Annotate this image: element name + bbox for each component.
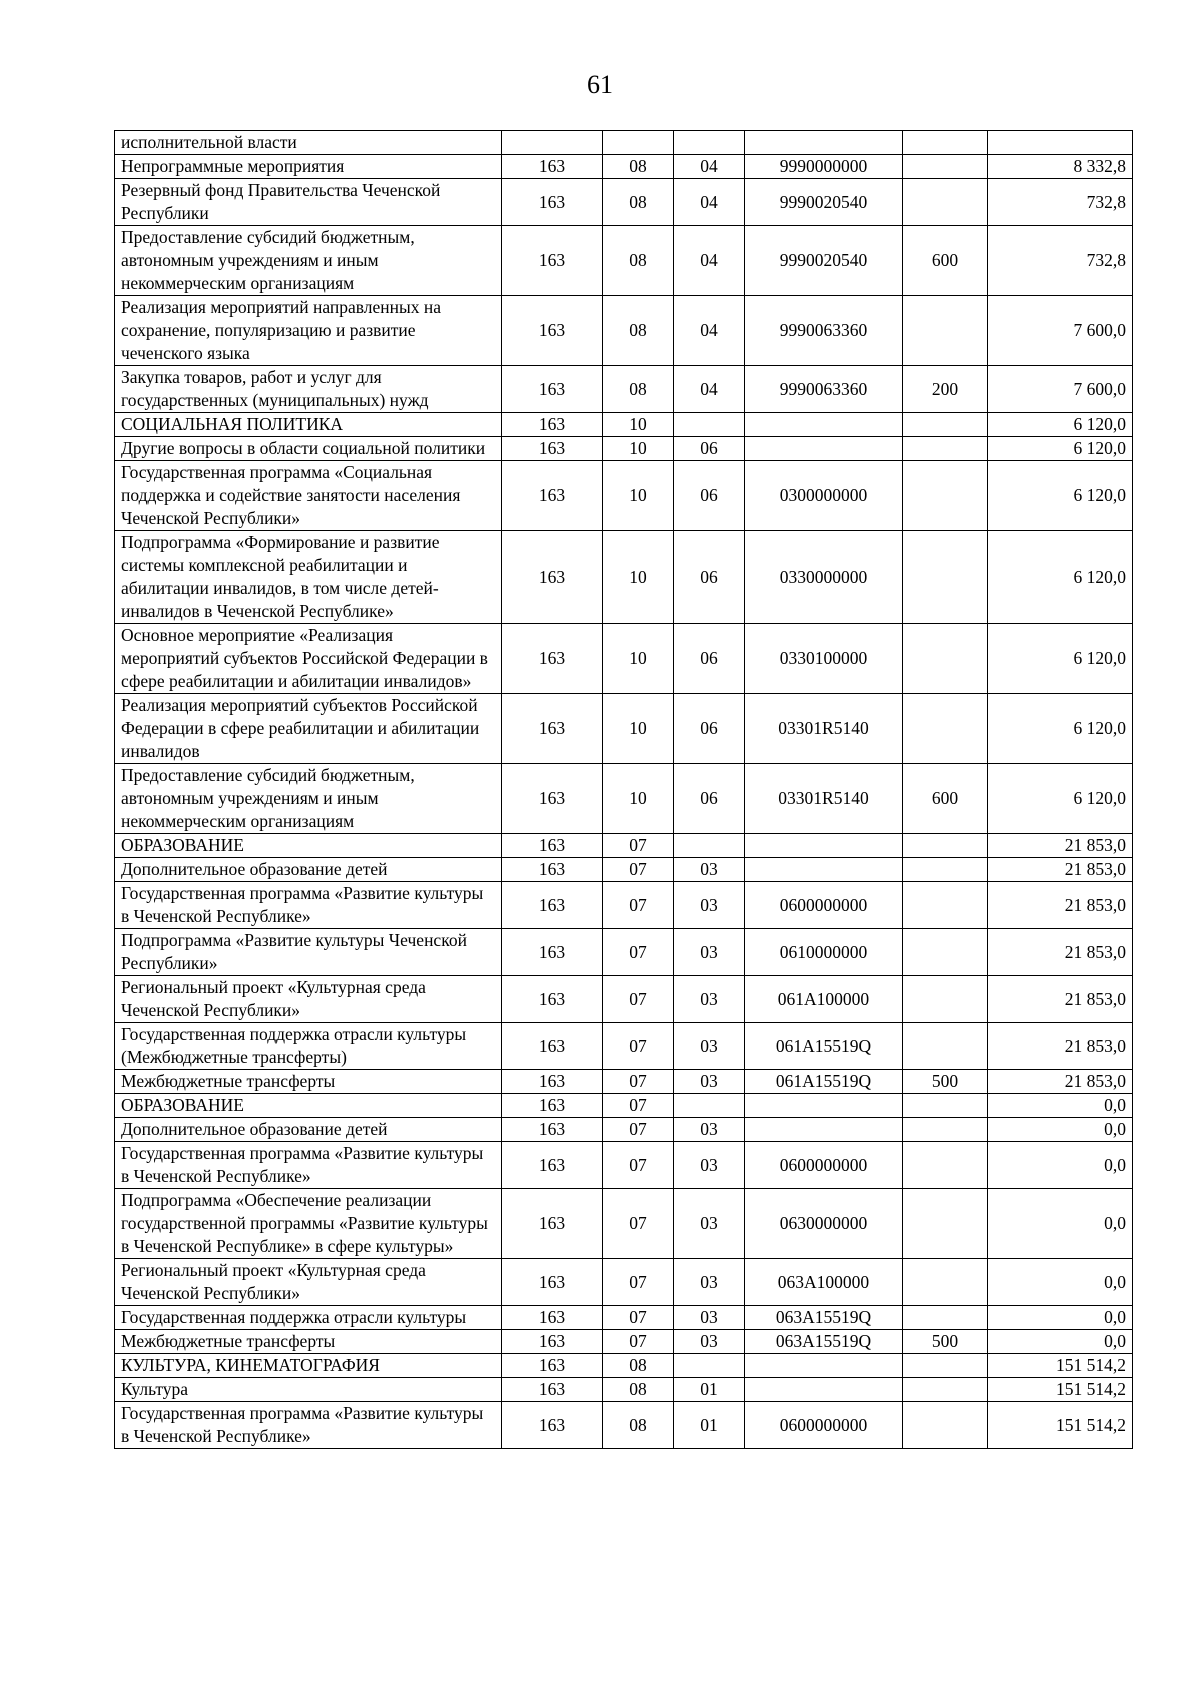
budget-table	[114, 130, 1133, 1449]
row-admin-code-cell: 163	[502, 461, 603, 531]
row-target-article-cell	[745, 858, 903, 882]
row-admin-code-cell: 163	[502, 1330, 603, 1354]
row-subsection-cell: 03	[674, 1306, 745, 1330]
row-target-article-cell	[745, 437, 903, 461]
row-section-cell: 10	[603, 413, 674, 437]
row-target-article-cell: 9990000000	[745, 155, 903, 179]
row-admin-code-cell: 163	[502, 296, 603, 366]
table-row	[115, 764, 1133, 834]
row-target-article-cell: 061A15519Q	[745, 1023, 903, 1070]
row-expense-type-cell	[903, 1402, 988, 1449]
row-subsection-cell: 06	[674, 624, 745, 694]
row-amount-cell: 7 600,0	[988, 366, 1133, 413]
table-row	[115, 1070, 1133, 1094]
row-subsection-cell: 03	[674, 858, 745, 882]
row-target-article-cell: 0600000000	[745, 1402, 903, 1449]
row-admin-code-cell: 163	[502, 1142, 603, 1189]
row-name-cell: Подпрограмма «Формирование и развитие системы комплексной реабилитации и абилитации инвалидов, в том числе детей-инвалидов в Чеченской Республике»	[115, 531, 502, 624]
row-subsection-cell: 04	[674, 296, 745, 366]
row-subsection-cell: 06	[674, 694, 745, 764]
row-admin-code-cell: 163	[502, 413, 603, 437]
row-subsection-cell: 06	[674, 437, 745, 461]
table-row	[115, 1330, 1133, 1354]
row-name-cell: Региональный проект «Культурная среда Чеченской Республики»	[115, 976, 502, 1023]
row-expense-type-cell: 600	[903, 226, 988, 296]
row-amount-cell: 21 853,0	[988, 1070, 1133, 1094]
row-target-article-cell: 9990063360	[745, 296, 903, 366]
row-name-cell: Культура	[115, 1378, 502, 1402]
row-admin-code-cell: 163	[502, 882, 603, 929]
row-expense-type-cell	[903, 976, 988, 1023]
table-row	[115, 1023, 1133, 1070]
row-admin-code-cell: 163	[502, 858, 603, 882]
table-row	[115, 437, 1133, 461]
row-amount-cell: 21 853,0	[988, 882, 1133, 929]
row-admin-code-cell: 163	[502, 1023, 603, 1070]
row-subsection-cell: 03	[674, 1189, 745, 1259]
row-expense-type-cell	[903, 1306, 988, 1330]
row-target-article-cell: 0600000000	[745, 1142, 903, 1189]
row-subsection-cell	[674, 1094, 745, 1118]
table-row	[115, 976, 1133, 1023]
row-expense-type-cell	[903, 437, 988, 461]
row-target-article-cell: 0330000000	[745, 531, 903, 624]
table-row	[115, 1378, 1133, 1402]
row-expense-type-cell	[903, 413, 988, 437]
row-expense-type-cell	[903, 1259, 988, 1306]
page-number: 61	[587, 70, 613, 99]
row-admin-code-cell	[502, 131, 603, 155]
row-target-article-cell: 9990063360	[745, 366, 903, 413]
row-target-article-cell	[745, 1094, 903, 1118]
row-section-cell: 10	[603, 694, 674, 764]
table-row	[115, 1354, 1133, 1378]
row-section-cell: 10	[603, 624, 674, 694]
row-subsection-cell: 01	[674, 1378, 745, 1402]
row-amount-cell: 151 514,2	[988, 1378, 1133, 1402]
table-row	[115, 1142, 1133, 1189]
row-subsection-cell	[674, 834, 745, 858]
row-subsection-cell: 04	[674, 179, 745, 226]
row-subsection-cell	[674, 131, 745, 155]
row-name-cell: Дополнительное образование детей	[115, 858, 502, 882]
row-admin-code-cell: 163	[502, 1402, 603, 1449]
row-target-article-cell: 0630000000	[745, 1189, 903, 1259]
row-section-cell: 07	[603, 1023, 674, 1070]
table-row	[115, 1402, 1133, 1449]
row-amount-cell: 21 853,0	[988, 929, 1133, 976]
row-target-article-cell: 9990020540	[745, 179, 903, 226]
table-row	[115, 179, 1133, 226]
row-amount-cell: 0,0	[988, 1094, 1133, 1118]
row-amount-cell: 0,0	[988, 1189, 1133, 1259]
row-name-cell: Предоставление субсидий бюджетным, автономным учреждениям и иным некоммерческим организациям	[115, 764, 502, 834]
row-target-article-cell	[745, 1378, 903, 1402]
row-subsection-cell: 03	[674, 882, 745, 929]
table-row	[115, 1259, 1133, 1306]
row-admin-code-cell: 163	[502, 1118, 603, 1142]
budget-table-body	[115, 131, 1133, 1449]
row-expense-type-cell	[903, 1023, 988, 1070]
row-target-article-cell: 03301R5140	[745, 694, 903, 764]
row-expense-type-cell: 500	[903, 1330, 988, 1354]
row-amount-cell: 21 853,0	[988, 834, 1133, 858]
row-subsection-cell: 04	[674, 366, 745, 413]
row-section-cell: 10	[603, 461, 674, 531]
row-expense-type-cell	[903, 461, 988, 531]
row-section-cell: 07	[603, 1330, 674, 1354]
row-target-article-cell: 03301R5140	[745, 764, 903, 834]
row-expense-type-cell: 200	[903, 366, 988, 413]
row-name-cell: Дополнительное образование детей	[115, 1118, 502, 1142]
row-amount-cell: 151 514,2	[988, 1354, 1133, 1378]
row-amount-cell: 732,8	[988, 226, 1133, 296]
row-name-cell: ОБРАЗОВАНИЕ	[115, 834, 502, 858]
row-name-cell: КУЛЬТУРА, КИНЕМАТОГРАФИЯ	[115, 1354, 502, 1378]
row-subsection-cell: 03	[674, 929, 745, 976]
row-name-cell: Реализация мероприятий направленных на сохранение, популяризацию и развитие чеченского языка	[115, 296, 502, 366]
row-admin-code-cell: 163	[502, 1070, 603, 1094]
row-subsection-cell: 03	[674, 1023, 745, 1070]
row-section-cell: 07	[603, 1189, 674, 1259]
row-admin-code-cell: 163	[502, 929, 603, 976]
row-amount-cell: 6 120,0	[988, 764, 1133, 834]
table-row	[115, 461, 1133, 531]
row-target-article-cell: 061A100000	[745, 976, 903, 1023]
row-subsection-cell	[674, 1354, 745, 1378]
row-amount-cell: 151 514,2	[988, 1402, 1133, 1449]
row-section-cell: 07	[603, 882, 674, 929]
row-section-cell: 08	[603, 1402, 674, 1449]
row-name-cell: Подпрограмма «Развитие культуры Чеченской Республики»	[115, 929, 502, 976]
row-amount-cell: 21 853,0	[988, 858, 1133, 882]
row-amount-cell: 6 120,0	[988, 461, 1133, 531]
row-expense-type-cell	[903, 1189, 988, 1259]
row-name-cell: Резервный фонд Правительства Чеченской Республики	[115, 179, 502, 226]
row-target-article-cell: 061A15519Q	[745, 1070, 903, 1094]
table-row	[115, 131, 1133, 155]
row-expense-type-cell	[903, 858, 988, 882]
row-amount-cell: 8 332,8	[988, 155, 1133, 179]
row-admin-code-cell: 163	[502, 226, 603, 296]
row-admin-code-cell: 163	[502, 437, 603, 461]
row-expense-type-cell	[903, 531, 988, 624]
table-row	[115, 624, 1133, 694]
row-amount-cell: 6 120,0	[988, 624, 1133, 694]
row-subsection-cell: 04	[674, 226, 745, 296]
row-expense-type-cell	[903, 179, 988, 226]
row-expense-type-cell	[903, 834, 988, 858]
table-row	[115, 882, 1133, 929]
row-name-cell: Подпрограмма «Обеспечение реализации государственной программы «Развитие культуры в Чеченской Республике» в сфере культуры»	[115, 1189, 502, 1259]
row-expense-type-cell	[903, 1354, 988, 1378]
row-section-cell: 08	[603, 1378, 674, 1402]
row-subsection-cell: 03	[674, 976, 745, 1023]
row-target-article-cell	[745, 1354, 903, 1378]
row-expense-type-cell	[903, 929, 988, 976]
table-row	[115, 1306, 1133, 1330]
table-row	[115, 1189, 1133, 1259]
row-name-cell: СОЦИАЛЬНАЯ ПОЛИТИКА	[115, 413, 502, 437]
row-name-cell: Государственная программа «Развитие культуры в Чеченской Республике»	[115, 1142, 502, 1189]
row-expense-type-cell	[903, 296, 988, 366]
row-admin-code-cell: 163	[502, 976, 603, 1023]
row-section-cell: 10	[603, 531, 674, 624]
table-row	[115, 413, 1133, 437]
row-amount-cell: 6 120,0	[988, 413, 1133, 437]
row-target-article-cell	[745, 834, 903, 858]
row-subsection-cell: 06	[674, 531, 745, 624]
row-name-cell: Непрограммные мероприятия	[115, 155, 502, 179]
row-subsection-cell: 03	[674, 1142, 745, 1189]
row-section-cell: 07	[603, 834, 674, 858]
row-amount-cell: 6 120,0	[988, 437, 1133, 461]
row-amount-cell: 6 120,0	[988, 531, 1133, 624]
row-admin-code-cell: 163	[502, 834, 603, 858]
row-name-cell: Другие вопросы в области социальной политики	[115, 437, 502, 461]
row-name-cell: ОБРАЗОВАНИЕ	[115, 1094, 502, 1118]
row-admin-code-cell: 163	[502, 1189, 603, 1259]
row-admin-code-cell: 163	[502, 764, 603, 834]
table-row	[115, 929, 1133, 976]
row-section-cell: 08	[603, 1354, 674, 1378]
row-amount-cell	[988, 131, 1133, 155]
row-subsection-cell: 03	[674, 1070, 745, 1094]
table-row	[115, 531, 1133, 624]
row-expense-type-cell	[903, 1378, 988, 1402]
row-section-cell: 08	[603, 226, 674, 296]
table-row	[115, 296, 1133, 366]
table-row	[115, 226, 1133, 296]
row-expense-type-cell: 500	[903, 1070, 988, 1094]
row-section-cell: 07	[603, 1070, 674, 1094]
row-admin-code-cell: 163	[502, 1259, 603, 1306]
row-name-cell: Государственная поддержка отрасли культуры	[115, 1306, 502, 1330]
row-section-cell: 07	[603, 1118, 674, 1142]
row-subsection-cell: 06	[674, 461, 745, 531]
row-target-article-cell: 0600000000	[745, 882, 903, 929]
row-name-cell: Предоставление субсидий бюджетным, автономным учреждениям и иным некоммерческим организациям	[115, 226, 502, 296]
row-section-cell: 08	[603, 366, 674, 413]
row-section-cell: 07	[603, 1094, 674, 1118]
row-subsection-cell: 06	[674, 764, 745, 834]
row-amount-cell: 0,0	[988, 1330, 1133, 1354]
row-target-article-cell	[745, 131, 903, 155]
row-amount-cell: 0,0	[988, 1306, 1133, 1330]
row-target-article-cell: 9990020540	[745, 226, 903, 296]
row-admin-code-cell: 163	[502, 179, 603, 226]
row-name-cell: Закупка товаров, работ и услуг для государственных (муниципальных) нужд	[115, 366, 502, 413]
row-name-cell: Государственная программа «Социальная поддержка и содействие занятости населения Чеченской Республики»	[115, 461, 502, 531]
row-expense-type-cell	[903, 1118, 988, 1142]
row-expense-type-cell	[903, 131, 988, 155]
row-name-cell: Государственная поддержка отрасли культуры (Межбюджетные трансферты)	[115, 1023, 502, 1070]
row-admin-code-cell: 163	[502, 1306, 603, 1330]
row-amount-cell: 21 853,0	[988, 1023, 1133, 1070]
table-row	[115, 834, 1133, 858]
row-amount-cell: 0,0	[988, 1142, 1133, 1189]
table-row	[115, 1094, 1133, 1118]
row-section-cell: 07	[603, 858, 674, 882]
row-expense-type-cell	[903, 1142, 988, 1189]
row-admin-code-cell: 163	[502, 366, 603, 413]
row-target-article-cell: 0610000000	[745, 929, 903, 976]
table-row	[115, 155, 1133, 179]
row-target-article-cell: 063A100000	[745, 1259, 903, 1306]
row-name-cell: Государственная программа «Развитие культуры в Чеченской Республике»	[115, 882, 502, 929]
row-section-cell: 10	[603, 764, 674, 834]
row-amount-cell: 7 600,0	[988, 296, 1133, 366]
row-target-article-cell: 0300000000	[745, 461, 903, 531]
row-target-article-cell: 063A15519Q	[745, 1330, 903, 1354]
row-admin-code-cell: 163	[502, 694, 603, 764]
row-admin-code-cell: 163	[502, 1094, 603, 1118]
row-admin-code-cell: 163	[502, 624, 603, 694]
row-admin-code-cell: 163	[502, 1354, 603, 1378]
row-section-cell: 07	[603, 929, 674, 976]
row-section-cell: 07	[603, 1259, 674, 1306]
row-name-cell: Государственная программа «Развитие культуры в Чеченской Республике»	[115, 1402, 502, 1449]
row-target-article-cell: 063A15519Q	[745, 1306, 903, 1330]
row-name-cell: Межбюджетные трансферты	[115, 1070, 502, 1094]
row-target-article-cell	[745, 1118, 903, 1142]
row-section-cell: 10	[603, 437, 674, 461]
row-expense-type-cell	[903, 1094, 988, 1118]
row-name-cell: Межбюджетные трансферты	[115, 1330, 502, 1354]
row-section-cell: 07	[603, 976, 674, 1023]
row-amount-cell: 732,8	[988, 179, 1133, 226]
row-admin-code-cell: 163	[502, 531, 603, 624]
row-expense-type-cell	[903, 624, 988, 694]
row-amount-cell: 0,0	[988, 1118, 1133, 1142]
row-name-cell: Региональный проект «Культурная среда Чеченской Республики»	[115, 1259, 502, 1306]
row-amount-cell: 6 120,0	[988, 694, 1133, 764]
row-subsection-cell: 04	[674, 155, 745, 179]
row-section-cell: 07	[603, 1306, 674, 1330]
row-name-cell: Реализация мероприятий субъектов Российской Федерации в сфере реабилитации и абилитации инвалидов	[115, 694, 502, 764]
row-target-article-cell	[745, 413, 903, 437]
row-subsection-cell	[674, 413, 745, 437]
row-section-cell	[603, 131, 674, 155]
row-expense-type-cell	[903, 882, 988, 929]
row-section-cell: 08	[603, 179, 674, 226]
row-name-cell: исполнительной власти	[115, 131, 502, 155]
table-row	[115, 366, 1133, 413]
row-expense-type-cell: 600	[903, 764, 988, 834]
row-subsection-cell: 03	[674, 1259, 745, 1306]
row-admin-code-cell: 163	[502, 1378, 603, 1402]
row-amount-cell: 0,0	[988, 1259, 1133, 1306]
row-section-cell: 08	[603, 155, 674, 179]
row-subsection-cell: 03	[674, 1330, 745, 1354]
row-subsection-cell: 03	[674, 1118, 745, 1142]
row-amount-cell: 21 853,0	[988, 976, 1133, 1023]
row-expense-type-cell	[903, 155, 988, 179]
table-row	[115, 694, 1133, 764]
row-subsection-cell: 01	[674, 1402, 745, 1449]
table-row	[115, 858, 1133, 882]
row-admin-code-cell: 163	[502, 155, 603, 179]
row-expense-type-cell	[903, 694, 988, 764]
table-row	[115, 1118, 1133, 1142]
row-section-cell: 07	[603, 1142, 674, 1189]
row-section-cell: 08	[603, 296, 674, 366]
row-name-cell: Основное мероприятие «Реализация мероприятий субъектов Российской Федерации в сфере реабилитации и абилитации инвалидов»	[115, 624, 502, 694]
row-target-article-cell: 0330100000	[745, 624, 903, 694]
